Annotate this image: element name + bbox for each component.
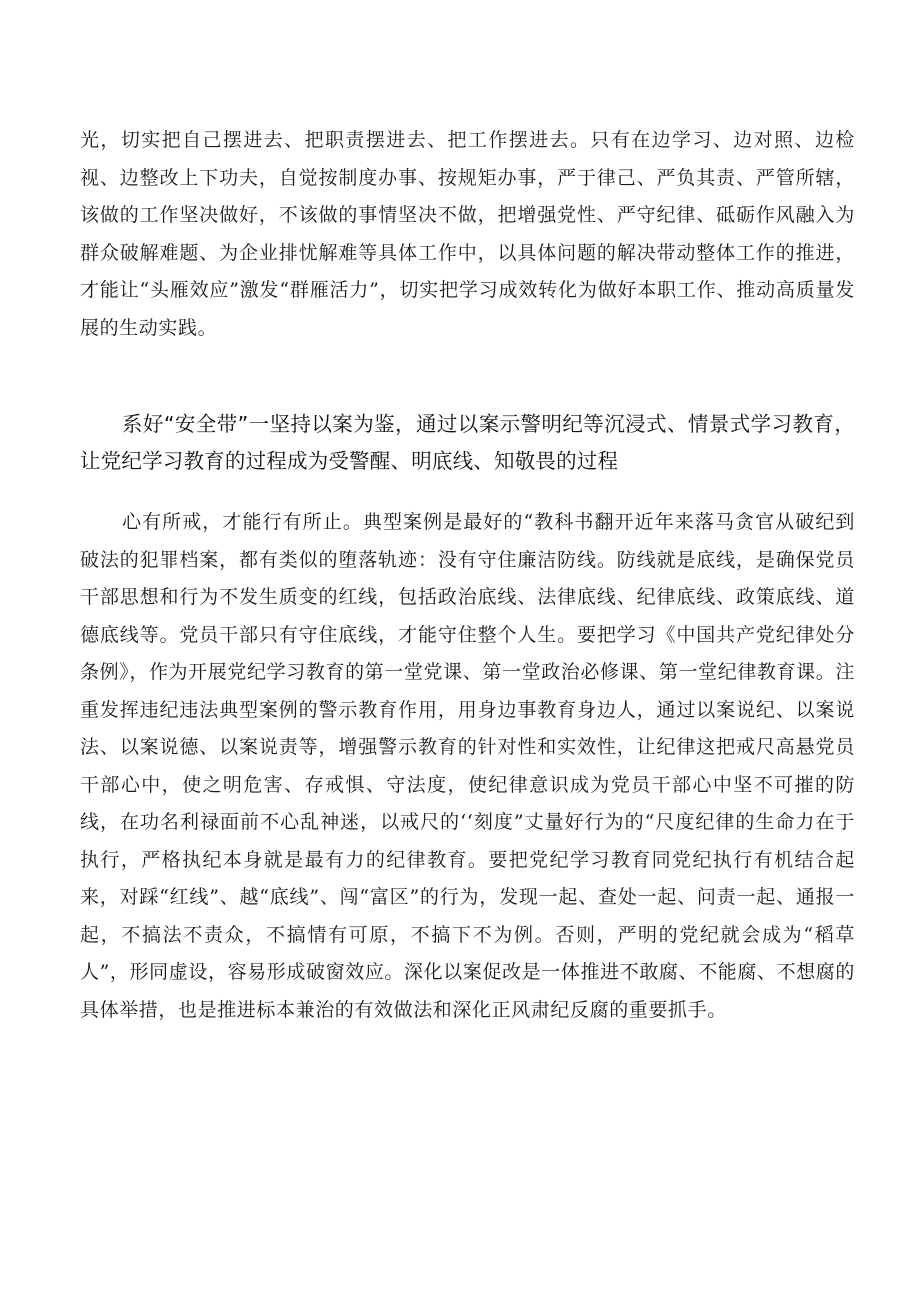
section-heading: 系好“安全带”一坚持以案为鉴，通过以案示警明纪等沉浸式、情景式学习教育，让党纪学习教育的过程成为受警醒、明底线、知敬畏的过程: [80, 412, 855, 473]
body-paragraph-1: 光，切实把自己摆进去、把职责摆进去、把工作摆进去。只有在边学习、边对照、边检视、边整改上下功夫，自觉按制度办事、按规矩办事，严于律己、严负其责、严管所辖，该做的工作坚决做好，不该做的事情坚决不做，把增强党性、严守纪律、砥砺作风融入为群众破解难题、为企业排忧解难等具体工作中，以具体问题的解决带动整体工作的推进，才能让“头雁效应”激发“群雁活力”，切实把学习成效转化为做好本职工作、推动高质量发展的生动实践。: [80, 129, 855, 339]
body-paragraph-2: 心有所戒，才能行有所止。典型案例是最好的“教科书翻开近年来落马贪官从破纪到破法的犯罪档案，都有类似的堕落轨迹：没有守住廉洁防线。防线就是底线，是确保党员干部思想和行为不发生质变的红线，包括政治底线、法律底线、纪律底线、政策底线、道德底线等。党员干部只有守住底线，才能守住整个人生。要把学习《中国共产党纪律处分条例》，作为开展党纪学习教育的第一堂党课、第一堂政治必修课、第一堂纪律教育课。注重发挥违纪违法典型案例的警示教育作用，用身边事教育身边人，通过以案说纪、以案说法、以案说德、以案说责等，增强警示教育的针对性和实效性，让纪律这把戒尺高悬党员干部心中，使之明危害、存戒惧、守法度，使纪律意识成为党员干部心中坚不可摧的防线，在功名利禄面前不心乱神迷，以戒尺的‘‘刻度”丈量好行为的“尺度纪律的生命力在于执行，严格执纪本身就是最有力的纪律教育。要把党纪学习教育同党纪执行有机结合起来，对踩“红线”、越“底线”、闯“富区”的行为，发现一起、查处一起、问责一起、通报一起，不搞法不责众，不搞情有可原，不搞下不为例。否则，严明的党纪就会成为“稻草人”，形同虚设，容易形成破窗效应。深化以案促改是一体推进不敢腐、不能腐、不想腐的具体举措，也是推进标本兼治的有效做法和深化正风肃纪反腐的重要抓手。: [80, 511, 855, 1021]
